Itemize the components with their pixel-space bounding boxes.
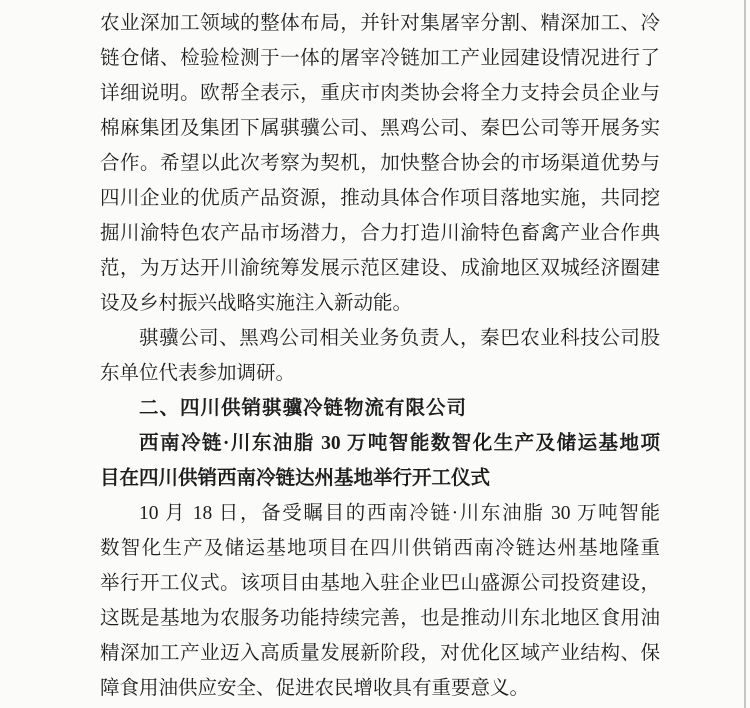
- body-text-line: 这既是基地为农服务功能持续完善，也是推动川东北地区食用油: [100, 608, 660, 629]
- body-text-line: 范，为万达开川渝统筹发展示范区建设、成渝地区双城经济圈建: [100, 258, 660, 279]
- body-text-line: 合作。希望以此次考察为契机，加快整合协会的市场渠道优势与: [100, 153, 660, 174]
- document-content: [100, 6, 660, 706]
- body-text-line: 举行开工仪式。该项目由基地入驻企业巴山盛源公司投资建设，: [100, 573, 660, 594]
- body-text-line: 掘川渝特色农产品市场潜力，合力打造川渝特色畜禽产业合作典: [100, 223, 660, 244]
- body-text-line: 障食用油供应安全、促进农民增收具有重要意义。: [100, 678, 530, 699]
- body-text-line: 详细说明。欧帮全表示，重庆市肉类协会将全力支持会员企业与: [100, 83, 660, 104]
- article-title-line: 目在四川供销西南冷链达州基地举行开工仪式: [100, 468, 491, 489]
- body-text-line: 四川企业的优质产品资源，推动具体合作项目落地实施，共同挖: [100, 188, 660, 209]
- section-heading: 二、四川供销骐骥冷链物流有限公司: [139, 397, 468, 419]
- page-edge-line: [744, 0, 746, 708]
- body-text-line: 设及乡村振兴战略实施注入新动能。: [100, 293, 413, 314]
- body-text-line: 链仓储、检验检测于一体的屠宰冷链加工产业园建设情况进行了: [100, 48, 660, 69]
- body-text-line: 东单位代表参加调研。: [100, 363, 296, 384]
- body-text-line: 数智化生产及储运基地项目在四川供销西南冷链达州基地隆重: [100, 538, 660, 559]
- body-text-line: 10 月 18 日，备受瞩目的西南冷链·川东油脂 30 万吨智能: [139, 503, 660, 524]
- body-text-line: 棉麻集团及集团下属骐骥公司、黑鸡公司、秦巴公司等开展务实: [100, 118, 660, 139]
- body-text-line: 农业深加工领域的整体布局，并针对集屠宰分割、精深加工、冷: [100, 13, 660, 34]
- body-text-line: 精深加工产业迈入高质量发展新阶段，对优化区域产业结构、保: [100, 643, 660, 664]
- article-title-line: 西南冷链·川东油脂 30 万吨智能数智化生产及储运基地项: [139, 433, 660, 454]
- body-text-line: 骐骥公司、黑鸡公司相关业务负责人，秦巴农业科技公司股: [139, 328, 660, 349]
